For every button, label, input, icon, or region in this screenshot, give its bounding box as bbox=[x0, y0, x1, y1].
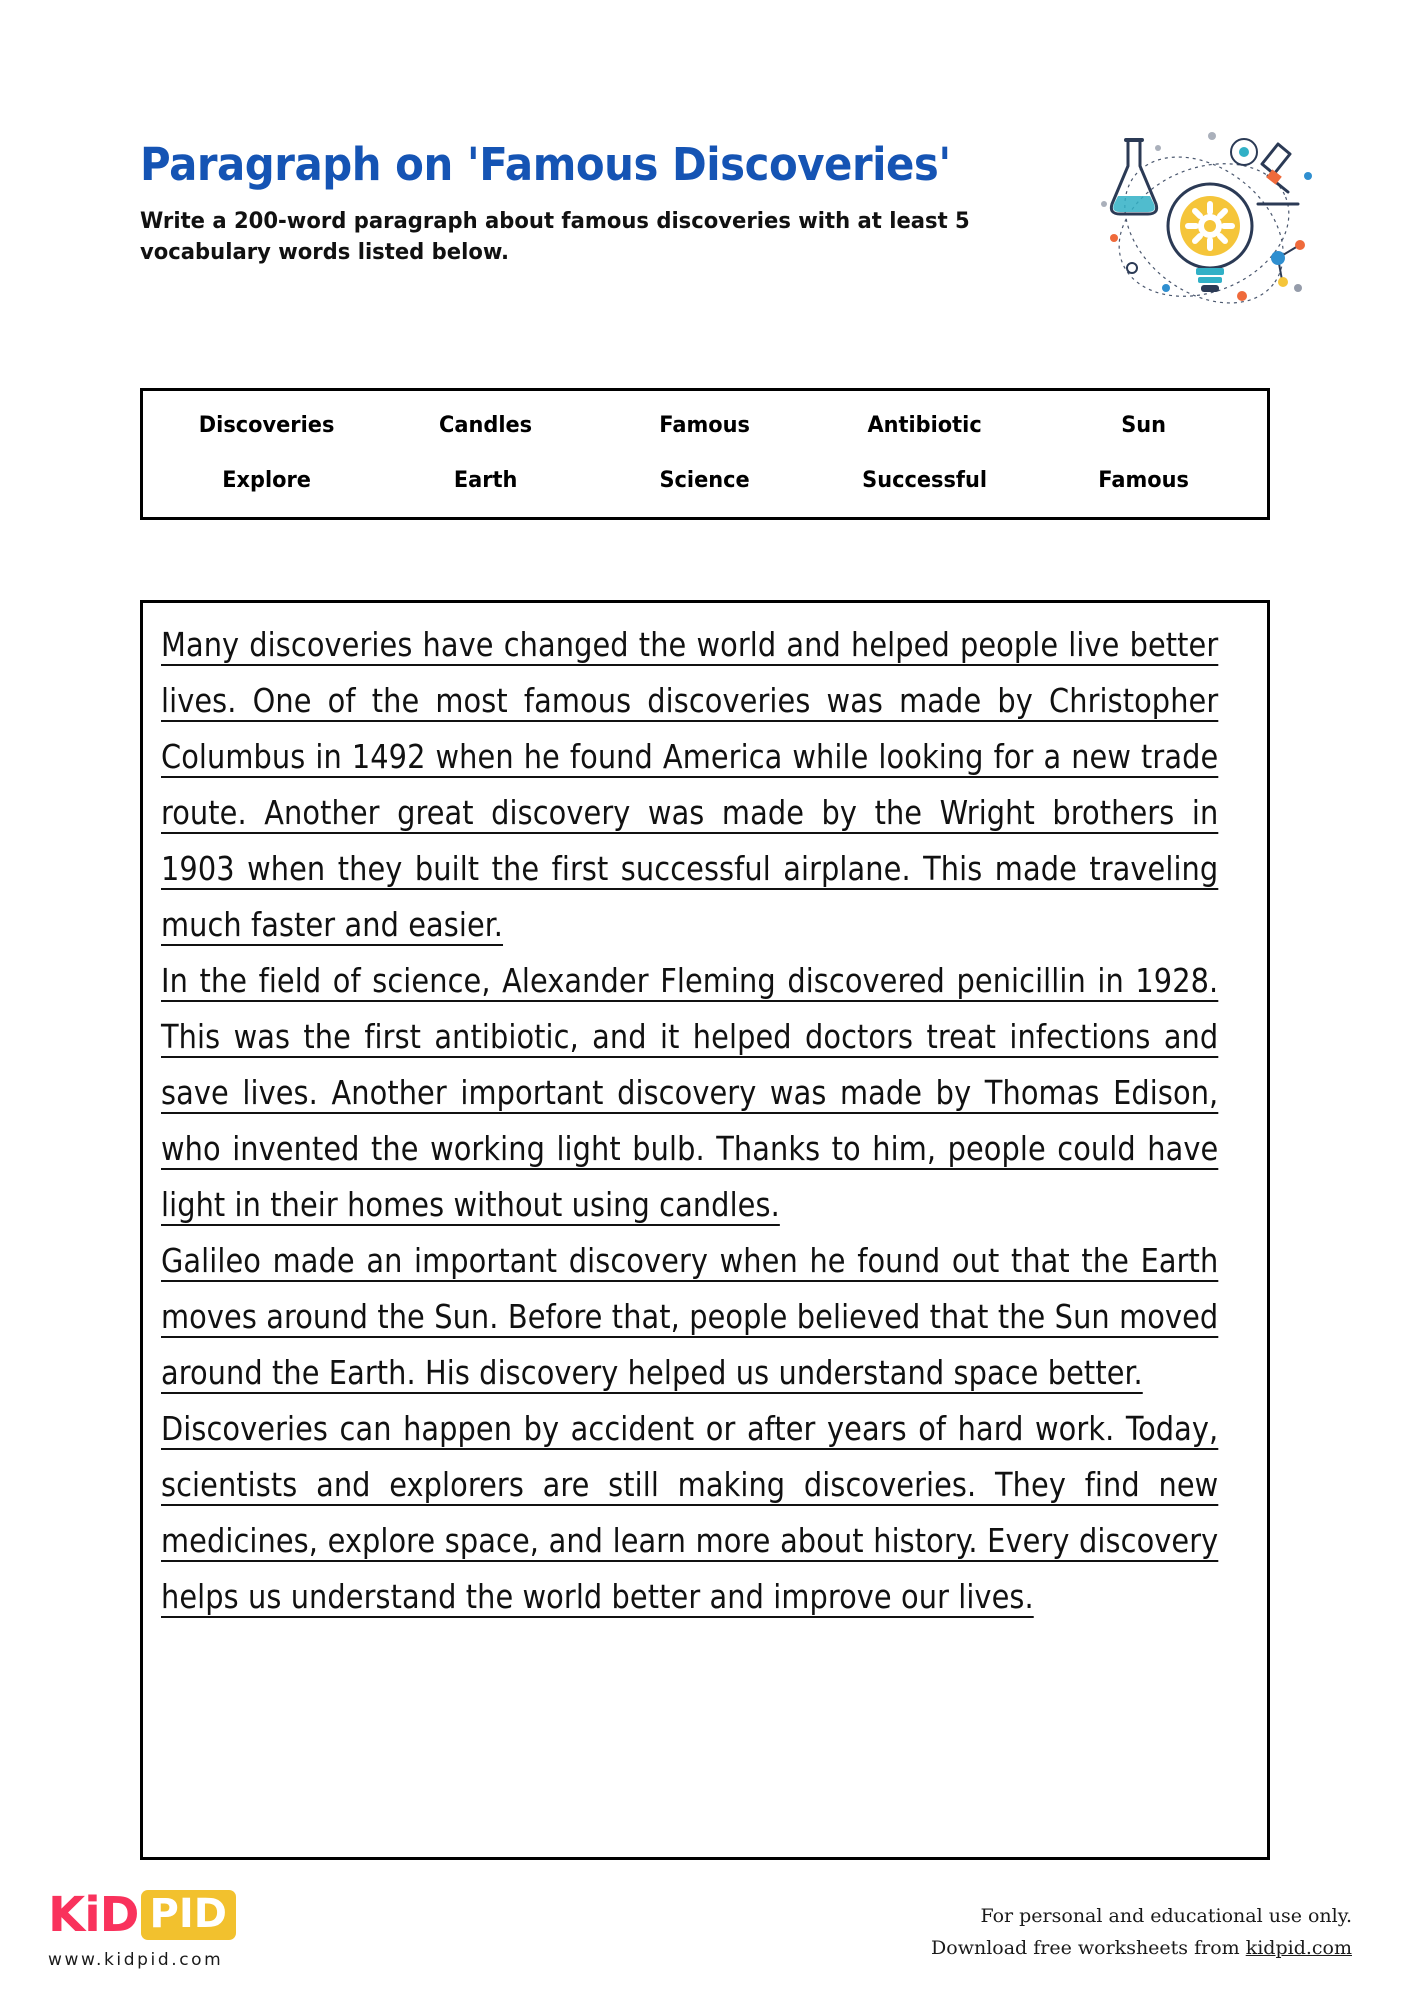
vocabulary-word: Discoveries bbox=[198, 413, 335, 438]
logo-pid-badge: PID bbox=[141, 1890, 236, 1940]
footer-notice-line-1: For personal and educational use only. bbox=[980, 1905, 1352, 1928]
paragraph-block: Many discoveries have changed the world and helped people live better lives. One of the most famous discoveries was made by Christopher Columbus in 1492 when he found America while looking for a new trade route. Another great discovery was made by the Wright brothers in 1903 when they built the first successful airplane. This made traveling much faster and easier. bbox=[161, 625, 1219, 944]
paragraph-block: Discoveries can happen by accident or after years of hard work. Today, scientists and explorers are still making discoveries. They find new medicines, explore space, and learn more about history. Every discovery helps us understand the world better and improve our lives. bbox=[161, 1409, 1219, 1616]
footer-notice bbox=[931, 1901, 1352, 1964]
paragraph-block: In the field of science, Alexander Fleming discovered penicillin in 1928. This was the first antibiotic, and it helped doctors treat infections and save lives. Another important discovery was made by Thomas Edison, who invented the working light bulb. Thanks to him, people could have light in their homes without using candles. bbox=[161, 961, 1219, 1224]
kidpid-link[interactable]: kidpid.com bbox=[1245, 1936, 1352, 1959]
vocabulary-word-box bbox=[140, 388, 1270, 520]
vocabulary-row bbox=[157, 468, 1253, 493]
logo-mark bbox=[48, 1889, 308, 1941]
vocabulary-row bbox=[157, 413, 1253, 438]
vocabulary-word: Earth bbox=[454, 468, 518, 493]
logo-website-url: www.kidpid.com bbox=[48, 1950, 224, 1970]
science-discovery-illustration bbox=[1092, 118, 1322, 318]
footer-notice-prefix: Download free worksheets from bbox=[931, 1936, 1246, 1959]
vocabulary-word: Famous bbox=[1098, 468, 1189, 493]
footer-notice-line-2 bbox=[931, 1933, 1352, 1964]
paragraph-block: Galileo made an important discovery when he found out that the Earth moves around the Sun. Before that, people believed that the Sun moved around the Earth. His discovery helped us understand space better. bbox=[161, 1241, 1219, 1392]
kidpid-logo[interactable] bbox=[48, 1889, 308, 1970]
instructions-text: Write a 200-word paragraph about famous discoveries with at least 5 vocabulary words listed below. bbox=[140, 208, 970, 266]
vocabulary-word: Explore bbox=[222, 468, 311, 493]
vocabulary-word: Science bbox=[659, 468, 751, 493]
vocabulary-word: Antibiotic bbox=[867, 413, 982, 438]
footer bbox=[0, 1870, 1414, 2000]
vocabulary-word: Successful bbox=[861, 468, 987, 493]
header bbox=[140, 140, 1100, 269]
vocabulary-word: Famous bbox=[659, 413, 751, 438]
vocabulary-word: Candles bbox=[439, 413, 533, 438]
page-title: Paragraph on 'Famous Discoveries' bbox=[140, 138, 951, 191]
paragraph-answer-box[interactable] bbox=[140, 600, 1270, 1860]
logo-kid-text: KiD bbox=[48, 1887, 139, 1943]
vocabulary-word: Sun bbox=[1121, 413, 1166, 438]
